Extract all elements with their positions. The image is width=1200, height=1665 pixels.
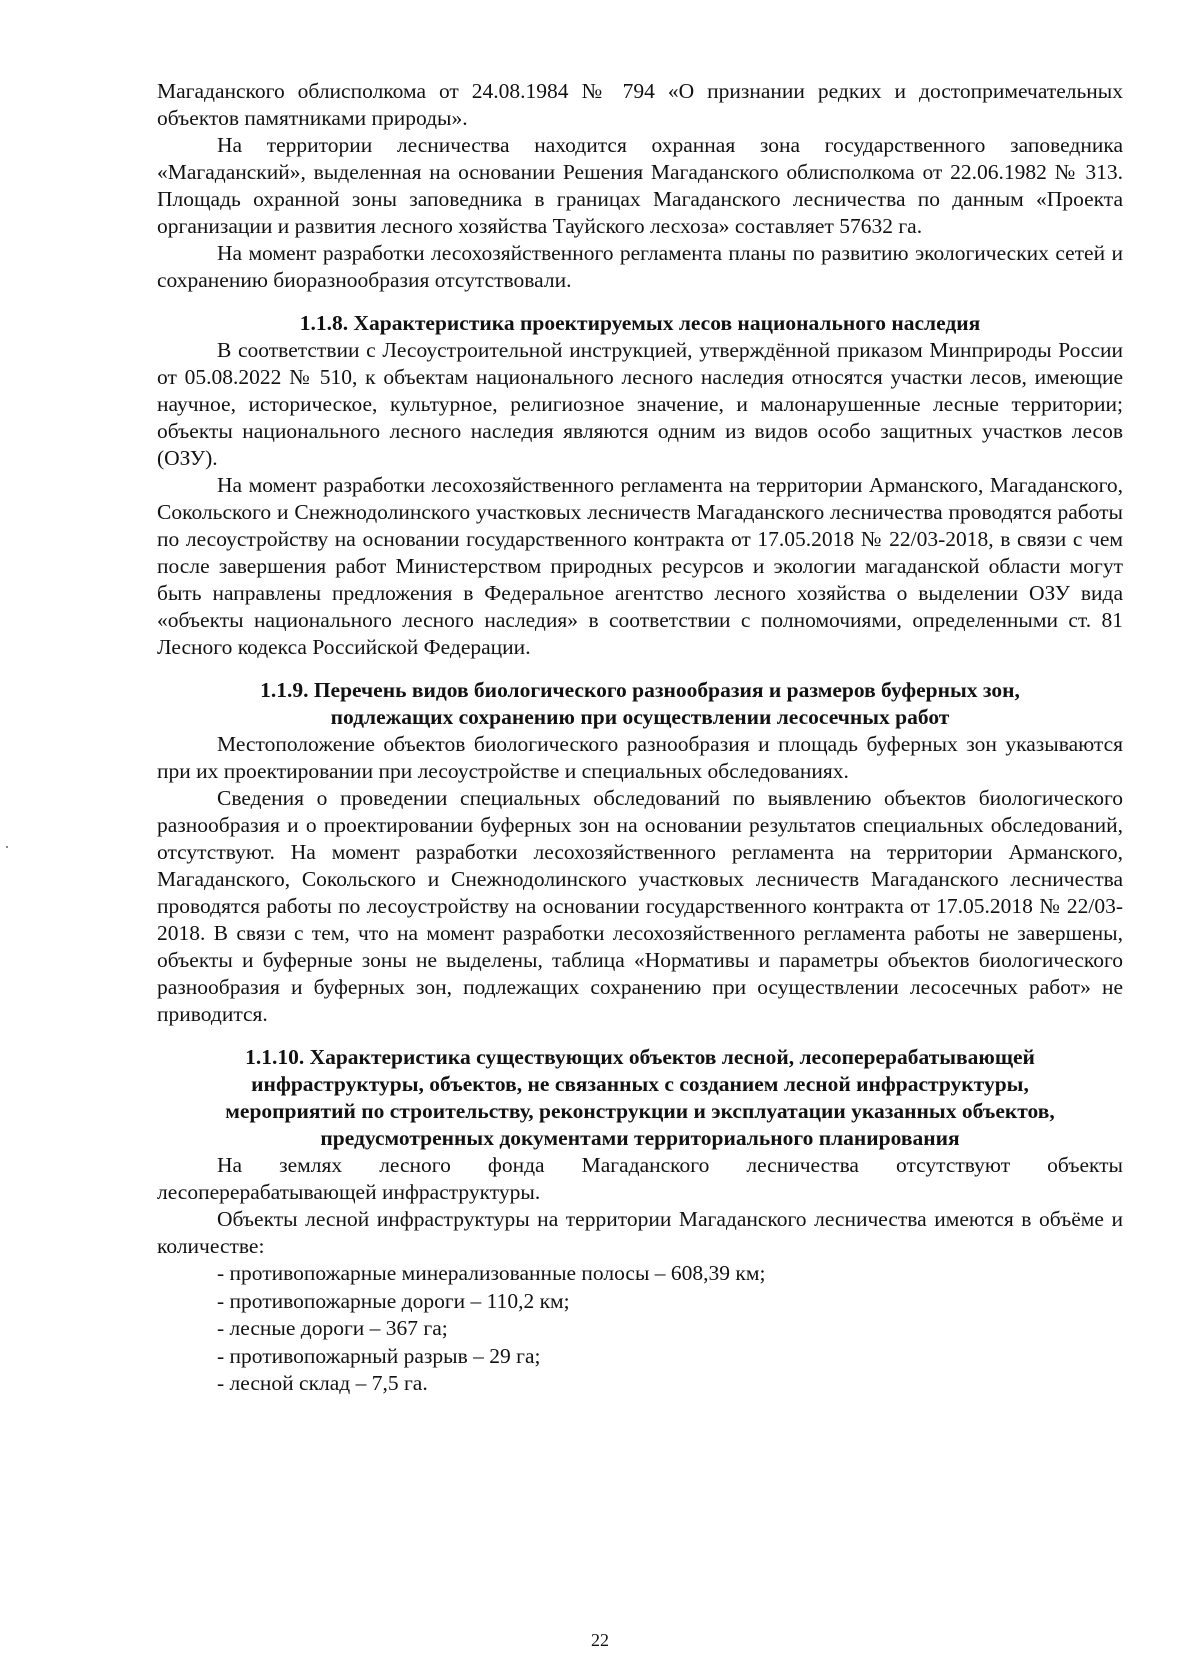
list-item: - лесные дороги – 367 га; <box>217 1316 448 1340</box>
heading-1-1-10-line-4: предусмотренных документами территориального планирования <box>320 1126 960 1150</box>
heading-1-1-9-line-1: 1.1.9. Перечень видов биологического разнообразия и размеров буферных зон, <box>260 678 1020 702</box>
heading-1-1-10-line-2: инфраструктуры, объектов, не связанных с созданием лесной инфраструктуры, <box>251 1072 1029 1096</box>
heading-1-1-10 <box>157 1044 1123 1152</box>
paragraph-1110-2: Объекты лесной инфраструктуры на территории Магаданского лесничества имеются в объёме и количестве: <box>157 1207 1123 1258</box>
infrastructure-list <box>157 1260 1123 1398</box>
document-page <box>157 78 1123 1398</box>
scan-artifact <box>6 846 8 848</box>
page-number: 22 <box>591 1630 609 1650</box>
heading-1-1-8: 1.1.8. Характеристика проектируемых лесов национального наследия <box>299 311 981 335</box>
paragraph-118-1: В соответствии с Лесоустроительной инструкцией, утверждённой приказом Минприроды России от 05.08.2022 № 510, к объектам национального лесного наследия относятся участки лесов, имеющие научное, историческое, культурное, религиозное значение, и малонарушенные лесные территории; объекты национального лесного наследия являются одним из видов особо защитных участков лесов (ОЗУ). <box>157 338 1123 470</box>
paragraph-119-1: Местоположение объектов биологического разнообразия и площадь буферных зон указываются при их проектировании при лесоустройстве и специальных обследованиях. <box>157 732 1123 783</box>
heading-1-1-10-line-3: мероприятий по строительству, реконструкции и эксплуатации указанных объектов, <box>225 1099 1055 1123</box>
heading-1-1-9 <box>157 677 1123 731</box>
paragraph-1110-1: На землях лесного фонда Магаданского лесничества отсутствуют объекты лесоперерабатывающей инфраструктуры. <box>157 1153 1123 1204</box>
paragraph-119-2: Сведения о проведении специальных обследований по выявлению объектов биологического разнообразия и о проектировании буферных зон на основании результатов специальных обследований, отсутствуют. На момент разработки лесохозяйственного регламента на территории Арманского, Магаданского, Сокольского и Снежнодолинского участковых лесничеств Магаданского лесничества проводятся работы по лесоустройству на основании государственного контракта от 17.05.2018 № 22/03-2018. В связи с тем, что на момент разработки лесохозяйственного регламента работы не завершены, объекты и буферные зоны не выделены, таблица «Нормативы и параметры объектов биологического разнообразия и буферных зон, подлежащих сохранению при осуществлении лесосечных работ» не приводится. <box>157 786 1123 1026</box>
paragraph-intro-1: Магаданского облисполкома от 24.08.1984 № 794 «О признании редких и достопримечательных объектов памятниками природы». <box>157 79 1123 130</box>
heading-1-1-10-line-1: 1.1.10. Характеристика существующих объектов лесной, лесоперерабатывающей <box>245 1045 1035 1069</box>
paragraph-intro-2: На территории лесничества находится охранная зона государственного заповедника «Магаданский», выделенная на основании Решения Магаданского облисполкома от 22.06.1982 № 313. Площадь охранной зоны заповедника в границах Магаданского лесничества по данным «Проекта организации и развития лесного хозяйства Тауйского лесхоза» составляет 57632 га. <box>157 133 1123 238</box>
heading-1-1-9-line-2: подлежащих сохранению при осуществлении лесосечных работ <box>330 705 950 729</box>
list-item: - лесной склад – 7,5 га. <box>217 1371 428 1395</box>
list-item: - противопожарные дороги – 110,2 км; <box>217 1288 570 1313</box>
paragraph-118-2: На момент разработки лесохозяйственного регламента на территории Арманского, Магаданского, Сокольского и Снежнодолинского участковых лесничеств Магаданского лесничества проводятся работы по лесоустройству на основании государственного контракта от 17.05.2018 № 22/03-2018, в связи с чем после завершения работ Министерством природных ресурсов и экологии магаданской области могут быть направлены предложения в Федеральное агентство лесного хозяйства о выделении ОЗУ вида «объекты национального лесного наследия» в соответствии с полномочиями, определенными ст. 81 Лесного кодекса Российской Федерации. <box>157 473 1123 659</box>
list-item: - противопожарные минерализованные полосы – 608,39 км; <box>217 1261 766 1285</box>
list-item: - противопожарный разрыв – 29 га; <box>217 1343 541 1368</box>
paragraph-intro-3: На момент разработки лесохозяйственного регламента планы по развитию экологических сетей и сохранению биоразнообразия отсутствовали. <box>157 241 1123 292</box>
